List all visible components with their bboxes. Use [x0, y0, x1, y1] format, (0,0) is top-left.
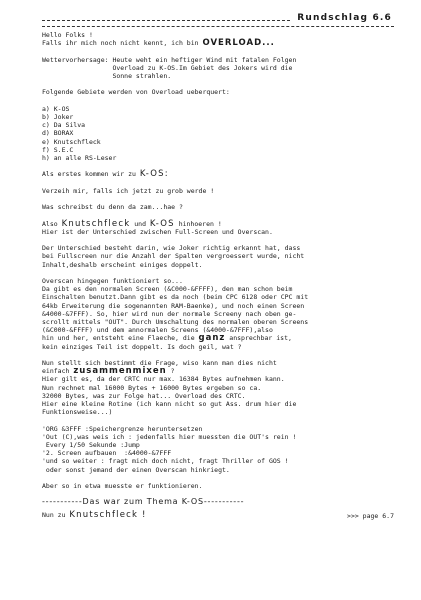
code-line: '2. Screen aufbauen :&4000-&7FFF: [42, 449, 172, 458]
mix-post: ?: [166, 367, 175, 376]
para3-line: Hier eine kleine Rotine (ich kann nicht so gut Ass. drum hier die: [42, 399, 297, 408]
footer-rule: -----------Das war zum Thema K-OS-----------: [42, 497, 245, 507]
para2-line: Einschalten benutzt.Dann gibt es da noch (beim CPC 6128 oder CPC mit: [42, 293, 309, 302]
para3-mix-line: [42, 367, 394, 375]
greeting-line: Hello Folks !: [42, 31, 93, 39]
para3-line: Funktionsweise...): [42, 408, 113, 417]
code-line: 'und so weiter : fragt mich doch nicht, fragt Thriller of GOS !: [42, 457, 289, 466]
para2-line: scrollt mittels "OUT". Durch Umschaltung des normalen oberen Screens: [42, 317, 309, 326]
code-line: 'ORG &3FFF :Speichergrenze heruntersetzen: [42, 424, 203, 433]
para2-line: (&C000-&FFFF) und dem annormalen Screens (&4000-&7FFF),also: [42, 326, 273, 335]
next-topic: [42, 511, 147, 519]
area-item: c) Da Silva: [42, 121, 86, 130]
code-line: Every 1/50 Sekunde :Jump: [42, 440, 140, 449]
next-name: Knutschfleck !: [69, 509, 147, 520]
apology-line: Verzeih mir, falls ich jetzt zu grob werde !: [42, 186, 215, 195]
para3-line: Nun rechnet mal 16000 Bytes + 16000 Bytes ergeben so ca.: [42, 383, 262, 392]
para2-special-pre: hin und her, entsteht eine Flaeche, die: [42, 334, 199, 343]
area-item: d) BORAX: [42, 129, 74, 138]
question-line: Was schreibst du denn da zam...hae ?: [42, 203, 183, 212]
para2-line: 64kb Erweiterung die sogenannten RAM-Baenke), und noch einen Screen: [42, 301, 305, 310]
closing-line: Aber so in etwa muesste er funktionieren.: [42, 481, 203, 490]
emphasis-zusammenmixen: zusammenmixen: [73, 366, 167, 377]
para2-special-line: [42, 334, 394, 342]
emphasis-ganz: ganz: [198, 333, 226, 344]
area-item: a) K-OS: [42, 104, 70, 113]
listen-post: hinhoeren !: [174, 219, 222, 228]
para1-line: Der Unterschied besteht darin, wie Joker richtig erkannt hat, dass: [42, 244, 301, 253]
para2-line: &4000-&7FFF). So, hier wird nun der normale Screeny nach oben ge-: [42, 309, 297, 318]
area-item: e) Knutschfleck: [42, 137, 101, 146]
areas-intro: Folgende Gebiete werden von Overload ueberquert:: [42, 88, 230, 97]
kos-intro: [42, 170, 394, 178]
para2-line: Da gibt es den normalen Screen (&C000-&FFFF), den man schon beim: [42, 285, 293, 294]
next-pre: Nun zu: [42, 510, 70, 519]
area-item: h) an alle RS-Leser: [42, 154, 117, 162]
para2-line: kein einziges Teil ist doppelt. Is doch geil, wat ?: [42, 342, 242, 351]
knutschfleck-name: Knutschfleck: [61, 218, 131, 229]
kos-name: K-OS:: [139, 169, 169, 180]
page-reference: >>> page 6.7: [347, 511, 394, 520]
page-footer: [42, 511, 394, 523]
area-item: b) Joker: [42, 112, 74, 121]
para2-line: Overscan hingegen funktioniert so...: [42, 276, 183, 285]
page-title: Rundschlag 6.6: [297, 13, 392, 23]
listen-line: [42, 220, 394, 228]
intro-text: Falls ihr mich noch nicht kennt, ich bin: [42, 39, 203, 48]
weather-line-1: Wettervorhersage: Heute weht ein heftiger Wind mit fatalen Folgen: [42, 55, 297, 64]
kos-intro-text: Als erstes kommen wir zu: [42, 170, 140, 179]
weather-line-2: Overload zu K-OS.Im Gebiet des Jokers wird die: [42, 63, 293, 72]
para1-line: bei Fullscreen nur die Anzahl der Spalten vergroessert wurde, nicht: [42, 252, 305, 261]
weather-line-3: Sonne strahlen.: [42, 72, 172, 80]
document-page: [42, 14, 394, 523]
intro-line: [42, 39, 394, 47]
header-underline: [42, 26, 394, 27]
para3-line: Hier gilt es, da der CRTC nur max. 16384 Bytes aufnehmen kann.: [42, 375, 285, 384]
para3-line: 32000 Bytes, was zur Folge hat... Overload des CRTC.: [42, 391, 246, 400]
code-line: 'Out (C),was weis ich : jedenfalls hier muessten die OUT's rein !: [42, 432, 297, 441]
para1-line: Inhalt,deshalb erscheint einiges doppelt.: [42, 260, 203, 269]
listen-mid: und: [130, 219, 150, 228]
difference-line: Hier ist der Unterschied zwischen Full-Screen und Overscan.: [42, 227, 273, 236]
para2-special-post: ansprechbar ist,: [225, 334, 292, 343]
kos-name-2: K-OS: [149, 218, 175, 229]
listen-pre: Also: [42, 219, 62, 228]
para3-line: Nun stellt sich bestimmt die Frage, wiso kann man dies nicht: [42, 358, 277, 367]
page-header: [42, 14, 394, 24]
area-item: f) S.E.C: [42, 145, 74, 154]
code-line: oder sonst jemand der einen Overscan hinkriegt.: [42, 465, 230, 474]
author-name: OVERLOAD...: [202, 38, 275, 49]
mix-pre: einfach: [42, 367, 74, 376]
header-dashed-rule: [42, 20, 290, 21]
